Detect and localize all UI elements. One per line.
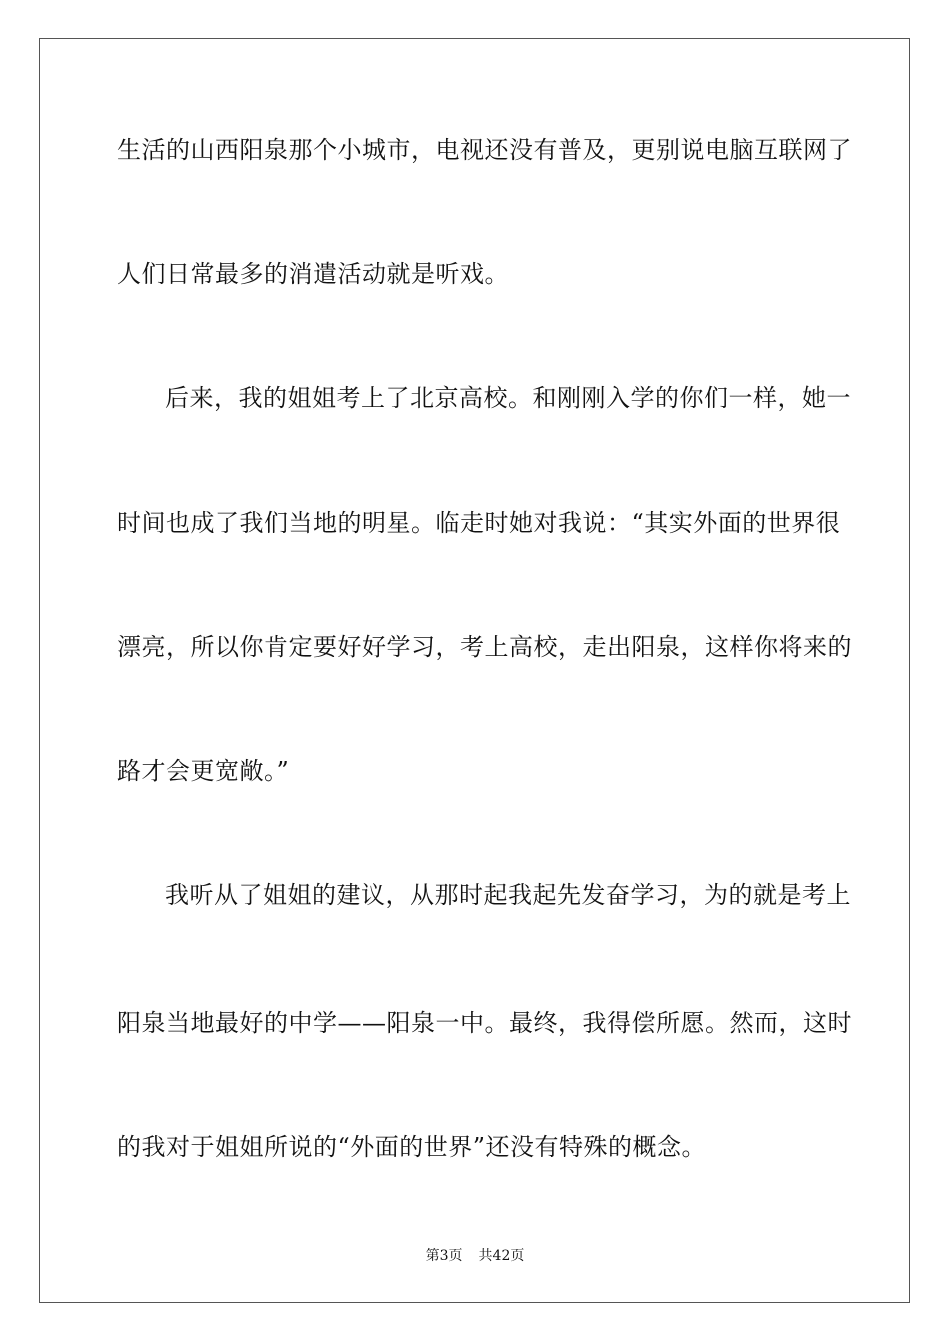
- page-frame: [39, 38, 910, 1303]
- text-line: 漂亮，所以你肯定要好好学习，考上高校，走出阳泉，这样你将来的: [117, 633, 852, 661]
- text-line: 人们日常最多的消遣活动就是听戏。: [117, 260, 509, 288]
- page-total: 共42页: [478, 1248, 525, 1264]
- text-line: 阳泉当地最好的中学——阳泉一中。最终，我得偿所愿。然而，这时: [117, 1009, 852, 1037]
- text-line: 生活的山西阳泉那个小城市，电视还没有普及，更别说电脑互联网了: [117, 136, 852, 164]
- text-line: 我听从了姐姐的建议，从那时起我起先发奋学习，为的就是考上: [165, 881, 851, 909]
- text-line: 路才会更宽敞。”: [117, 757, 290, 785]
- text-line: 后来，我的姐姐考上了北京高校。和刚刚入学的你们一样，她一: [165, 384, 851, 412]
- page-number: 第3页: [425, 1248, 463, 1264]
- text-line: 的我对于姐姐所说的“外面的世界”还没有特殊的概念。: [117, 1133, 707, 1161]
- page-footer: [0, 1246, 950, 1266]
- text-line: 时间也成了我们当地的明星。临走时她对我说：“其实外面的世界很: [117, 509, 841, 537]
